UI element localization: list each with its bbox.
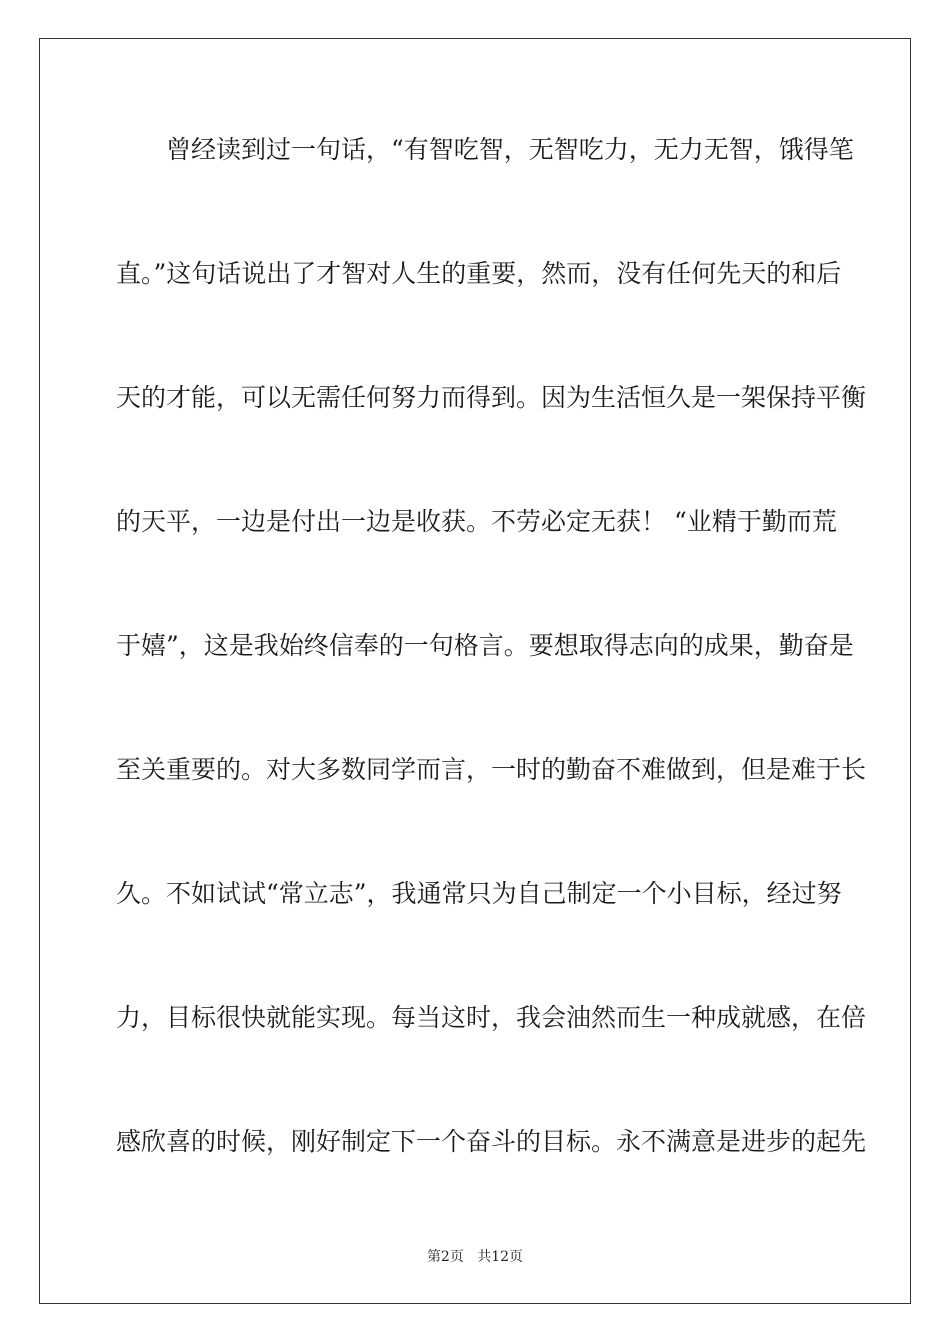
paragraph-line-5: 于嬉”，这是我始终信奉的一句格言。要想取得志向的成果，勤奋是 [116,631,854,660]
paragraph-line-6: 至关重要的。对大多数同学而言，一时的勤奋不难做到，但是难于长 [116,755,867,784]
paragraph-line-9: 感欣喜的时候，刚好制定下一个奋斗的目标。永不满意是进步的起先 [116,1127,867,1156]
paragraph-line-2: 直。”这句话说出了才智对人生的重要，然而，没有任何先天的和后 [116,259,842,288]
paragraph-line-7: 久。不如试试“常立志”，我通常只为自己制定一个小目标，经过努 [116,879,842,908]
paragraph-line-1: 曾经读到过一句话，“有智吃智，无智吃力，无力无智，饿得笔 [166,135,854,164]
current-page-number: 第2页 [426,1249,464,1265]
page-footer [0,1247,950,1267]
paragraph-line-4: 的天平，一边是付出一边是收获。不劳必定无获！ “业精于勤而荒 [116,507,837,536]
page-frame [39,38,911,1304]
paragraph-line-3: 天的才能，可以无需任何努力而得到。因为生活恒久是一架保持平衡 [116,383,867,412]
total-page-count: 共12页 [477,1249,524,1265]
paragraph-line-8: 力，目标很快就能实现。每当这时，我会油然而生一种成就感，在倍 [116,1003,867,1032]
